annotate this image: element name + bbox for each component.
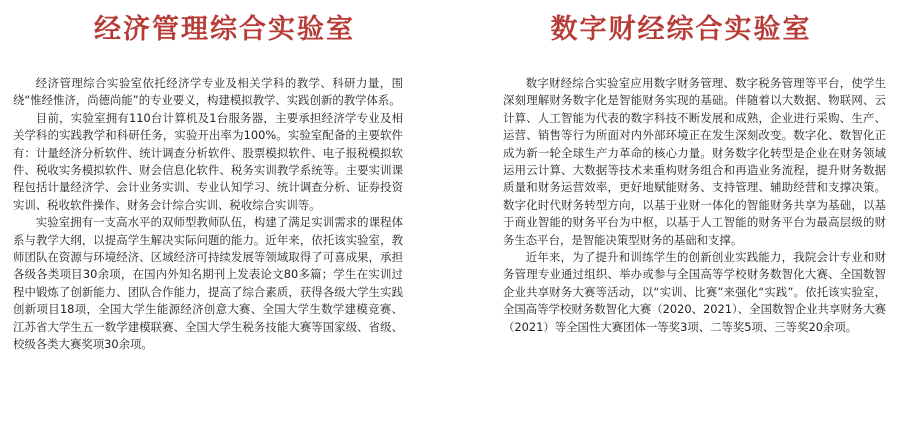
left-paragraph-1: 经济管理综合实验室依托经济学专业及相关学科的教学、科研力量，围绕“惟经惟济，尚德尚能”的专业要义，构建模拟教学、实践创新的教学体系。 [13,76,403,108]
economic-management-lab-description [13,75,403,354]
right-paragraph-2: 近年来，为了提升和训练学生的创新创业实践能力，我院会计专业和财务管理专业通过组织、举办或参与全国高等学校财务数智化大赛、全国数智企业共享财务大赛等活动，以“实训、比赛”来强化“实践”。依托该实验室，全国高等学校财务数智化大赛（2020、2021）、全国数智企业共享财务大赛（2021）等全国性大赛团体一等奖3项、二等奖5项、三等奖20余项。 [503,250,886,334]
panel-divider [453,0,459,435]
digital-finance-lab-panel [463,0,899,435]
right-paragraph-1: 数字财经综合实验室应用数字财务管理、数字税务管理等平台，使学生深刻理解财务数字化是智能财务实现的基础。伴随着以大数据、物联网、云计算、人工智能为代表的数字科技不断发展和成熟，企业进行采购、生产、运营、销售等行为所面对内外部环境正在发生深刻改变。数字化、数智化正成为新一轮全球生产力革命的核心力量。财务数字化转型是企业在财务领域运用云计算、大数据等技术来重构财务组合和再造业务流程，提升财务数据质量和财务运营效率，更好地赋能财务、支持管理、辅助经营和支撑决策。数字化时代财务转型方向，以基于业财一体化的智能财务共享为基础，以基于商业智能的财务平台为中枢，以基于人工智能的财务平台为最高层级的财务生态平台，是智能决策型财务的基础和支撑。 [503,76,886,247]
digital-finance-lab-description [503,75,886,336]
digital-finance-lab-title: 数字财经综合实验室 [550,14,812,45]
left-paragraph-2: 目前，实验室拥有110台计算机及1台服务器，主要承担经济学专业及相关学科的实践教学和科研任务，实验开出率为100%。实验室配备的主要软件有：计量经济分析软件、统计调查分析软件、股票模拟软件、电子报税模拟软件、税收实务模拟软件、财会信息化软件、税务实训教学系统等。主要实训课程包括计量经济学、会计业务实训、专业认知学习、统计调查分析、证券投资实训、税收软件操作、财务会计综合实训、税收综合实训等。 [13,110,403,212]
economic-management-lab-panel [0,0,449,435]
economic-management-lab-title: 经济管理综合实验室 [94,14,355,45]
left-paragraph-3: 实验室拥有一支高水平的双师型教师队伍，构建了满足实训需求的课程体系与教学大纲，以提高学生解决实际问题的能力。近年来，依托该实验室，教师团队在资源与环境经济、区域经济可持续发展等领域取得了可喜成果，承担各级各类项目30余项，在国内外知名期刊上发表论文80多篇；学生在实训过程中锻炼了创新能力、团队合作能力，提高了综合素质，获得各级大学生实践创新项目18项，全国大学生能源经济创意大赛、全国大学生数学建模竞赛、江苏省大学生五一数学建模联赛、全国大学生税务技能大赛等国家级、省级、校级各类大赛奖项30余项。 [13,215,403,352]
